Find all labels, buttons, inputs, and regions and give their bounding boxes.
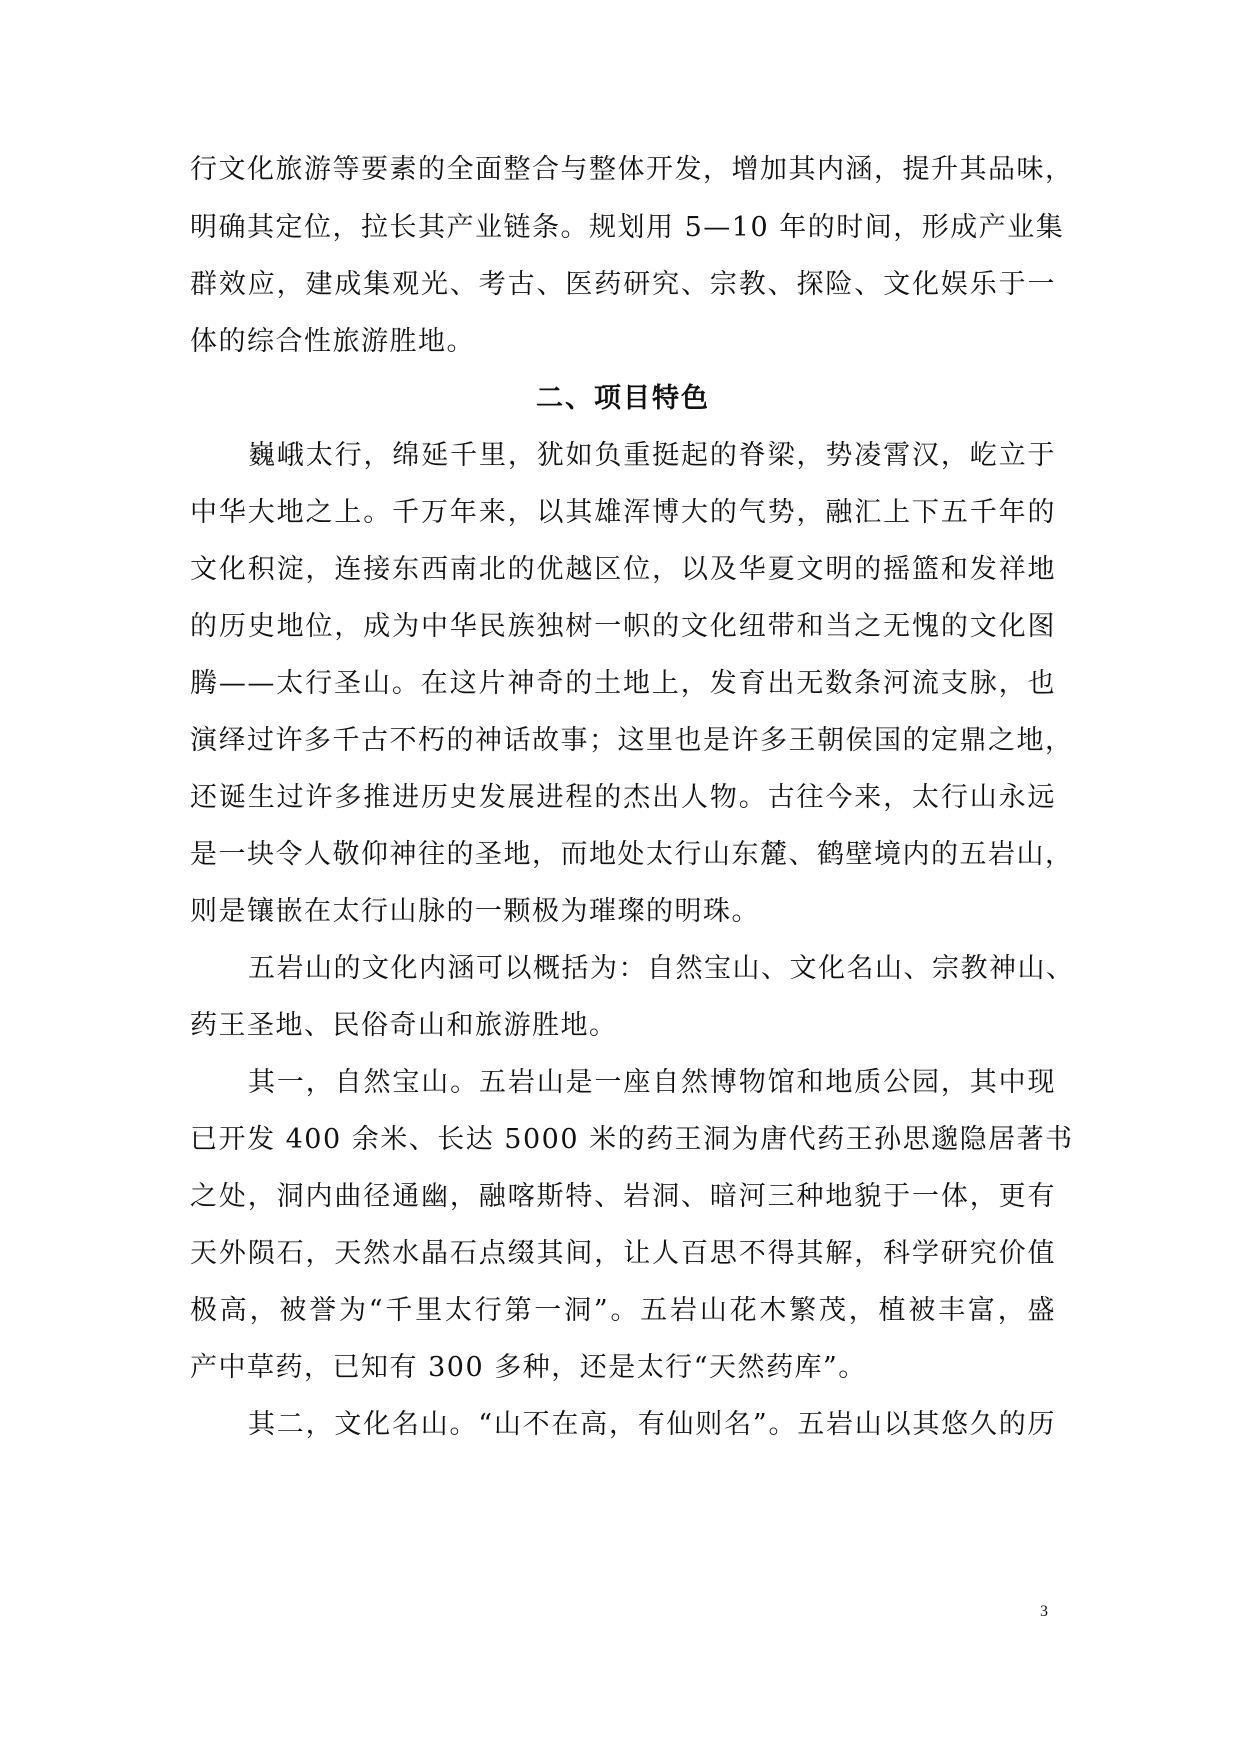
text-line: 是一块令人敬仰神往的圣地，而地处太行山东麓、鹤壁境内的五岩山， bbox=[190, 839, 1074, 870]
text-line: 其二，文化名山。“山不在高，有仙则名”。五岩山以其悠久的历 bbox=[248, 1409, 1056, 1440]
text-line: 行文化旅游等要素的全面整合与整体开发，增加其内涵，提升其品味， bbox=[190, 154, 1074, 185]
text-line: 明确其定位，拉长其产业链条。规划用 5—10 年的时间，形成产业集 bbox=[190, 212, 1065, 243]
text-line: 药王圣地、民俗奇山和旅游胜地。 bbox=[190, 1010, 618, 1041]
text-line: 极高，被誉为“千里太行第一洞”。五岩山花木繁茂，植被丰富，盛 bbox=[190, 1295, 1056, 1326]
text-line: 已开发 400 余米、长达 5000 米的药王洞为唐代药王孙思邈隐居著书 bbox=[190, 1124, 1074, 1155]
text-line: 巍峨太行，绵延千里，犹如负重挺起的脊梁，势凌霄汉，屹立于 bbox=[248, 440, 1056, 471]
text-line: 群效应，建成集观光、考古、医药研究、宗教、探险、文化娱乐于一 bbox=[190, 269, 1056, 300]
text-line: 体的综合性旅游胜地。 bbox=[190, 326, 475, 357]
text-line: 则是镶嵌在太行山脉的一颗极为璀璨的明珠。 bbox=[190, 896, 760, 927]
text-line: 中华大地之上。千万年来，以其雄浑博大的气势，融汇上下五千年的 bbox=[190, 497, 1056, 528]
text-line: 文化积淀，连接东西南北的优越区位，以及华夏文明的摇篮和发祥地 bbox=[190, 554, 1056, 585]
section-heading: 二、项目特色 bbox=[536, 383, 710, 414]
text-line: 腾——太行圣山。在这片神奇的土地上，发育出无数条河流支脉，也 bbox=[190, 668, 1056, 699]
text-line: 天外陨石，天然水晶石点缀其间，让人百思不得其解，科学研究价值 bbox=[190, 1238, 1056, 1269]
text-line: 还诞生过许多推进历史发展进程的杰出人物。古往今来，太行山永远 bbox=[190, 782, 1056, 813]
text-line: 五岩山的文化内涵可以概括为：自然宝山、文化名山、宗教神山、 bbox=[248, 953, 1075, 984]
text-line: 产中草药，已知有 300 多种，还是太行“天然药库”。 bbox=[190, 1352, 867, 1383]
page-number: 3 bbox=[1040, 1603, 1048, 1620]
text-line: 其一，自然宝山。五岩山是一座自然博物馆和地质公园，其中现 bbox=[248, 1067, 1056, 1098]
text-line: 之处，洞内曲径通幽，融喀斯特、岩洞、暗河三种地貌于一体，更有 bbox=[190, 1181, 1056, 1212]
text-line: 的历史地位，成为中华民族独树一帜的文化纽带和当之无愧的文化图 bbox=[190, 611, 1056, 642]
text-line: 演绎过许多千古不朽的神话故事；这里也是许多王朝侯国的定鼎之地， bbox=[190, 725, 1074, 756]
